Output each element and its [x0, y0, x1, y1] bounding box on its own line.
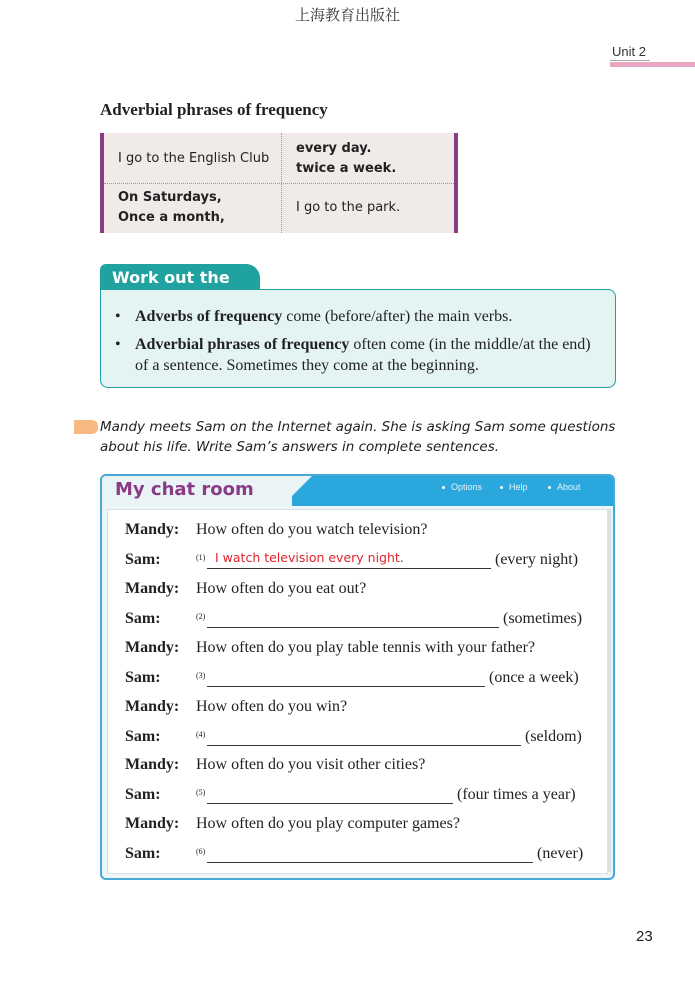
- hint-4: (seldom): [525, 728, 582, 745]
- answer-number-2: (2): [196, 612, 206, 621]
- speaker-mandy: Mandy:: [125, 521, 180, 538]
- chat-room-window: [100, 474, 615, 880]
- speaker-mandy: Mandy:: [125, 580, 180, 597]
- bullet-icon: •: [115, 308, 121, 325]
- hint-6: (never): [537, 845, 584, 862]
- table-divider-horizontal: [104, 183, 454, 184]
- question-3: How often do you play table tennis with your father?: [196, 639, 536, 656]
- instruction-marker: [74, 420, 98, 434]
- table-cell-r2-left-2: Once a month,: [118, 210, 225, 225]
- question-1: How often do you watch television?: [196, 521, 428, 538]
- question-4: How often do you win?: [196, 698, 348, 715]
- chat-messages: [107, 509, 608, 874]
- table-cell-r2-left-1: On Saturdays,: [118, 190, 222, 205]
- table-cell-r1-right-1: every day.: [296, 141, 372, 156]
- exercise-instruction: Mandy meets Sam on the Internet again. She is asking Sam some questions about his life. Write Sam’s answers in complete sentences.: [100, 419, 616, 455]
- unit-label: Unit 2: [612, 44, 646, 59]
- rule-text: often come (in the middle/at the end) of a sentence. Sometimes they come at the beginning.: [135, 336, 591, 374]
- question-6: How often do you play computer games?: [196, 815, 460, 832]
- speaker-sam: Sam:: [125, 845, 161, 862]
- speaker-sam: Sam:: [125, 728, 161, 745]
- answer-input-6[interactable]: [207, 846, 533, 863]
- chat-title-slope: [282, 476, 312, 506]
- rule-keyword: Adverbial phrases of frequency: [135, 336, 350, 353]
- frequency-table: [100, 133, 458, 233]
- menu-dot-icon: [548, 486, 551, 489]
- speaker-mandy: Mandy:: [125, 756, 180, 773]
- menu-about[interactable]: About: [548, 482, 581, 492]
- speaker-mandy: Mandy:: [125, 815, 180, 832]
- table-cell-r2-right: I go to the park.: [296, 200, 401, 215]
- answer-number-5: (5): [196, 788, 206, 797]
- speaker-sam: Sam:: [125, 551, 161, 568]
- speaker-mandy: Mandy:: [125, 698, 180, 715]
- answer-input-3[interactable]: [207, 670, 485, 687]
- rule-text: come (before/after) the main verbs.: [282, 308, 513, 325]
- answer-text-1: I watch television every night.: [215, 550, 404, 565]
- speaker-sam: Sam:: [125, 610, 161, 627]
- table-cell-r1-right-2: twice a week.: [296, 161, 397, 176]
- speaker-mandy: Mandy:: [125, 639, 180, 656]
- page-number: 23: [636, 928, 653, 945]
- answer-number-1: (1): [196, 553, 206, 562]
- section-title: Adverbial phrases of frequency: [100, 100, 328, 119]
- hint-3: (once a week): [489, 669, 579, 686]
- answer-number-6: (6): [196, 847, 206, 856]
- hint-2: (sometimes): [503, 610, 583, 627]
- speaker-sam: Sam:: [125, 669, 161, 686]
- bullet-icon: •: [115, 336, 121, 353]
- answer-input-5[interactable]: [207, 787, 453, 804]
- unit-accent-bar: [610, 62, 695, 67]
- table-cell-r1-left: I go to the English Club: [118, 151, 270, 166]
- work-out-rule-title: Work out the: [100, 264, 260, 291]
- menu-dot-icon: [500, 486, 503, 489]
- answer-number-4: (4): [196, 730, 206, 739]
- answer-number-3: (3): [196, 671, 206, 680]
- hint-1: (every night): [495, 551, 579, 568]
- publisher-header: 上海教育出版社: [294, 6, 400, 24]
- speaker-sam: Sam:: [125, 786, 161, 803]
- question-5: How often do you visit other cities?: [196, 756, 426, 773]
- answer-input-4[interactable]: [207, 729, 521, 746]
- menu-help[interactable]: Help: [500, 482, 528, 492]
- menu-dot-icon: [442, 486, 445, 489]
- answer-input-1[interactable]: [207, 552, 491, 569]
- answer-input-2[interactable]: [207, 611, 499, 628]
- hint-5: (four times a year): [457, 786, 576, 803]
- rule-keyword: Adverbs of frequency: [135, 308, 283, 325]
- question-2: How often do you eat out?: [196, 580, 367, 597]
- chat-scrollbar[interactable]: [608, 509, 611, 872]
- work-out-rule-box: [100, 289, 616, 388]
- chat-title: My chat room: [115, 479, 254, 500]
- menu-options[interactable]: Options: [442, 482, 482, 492]
